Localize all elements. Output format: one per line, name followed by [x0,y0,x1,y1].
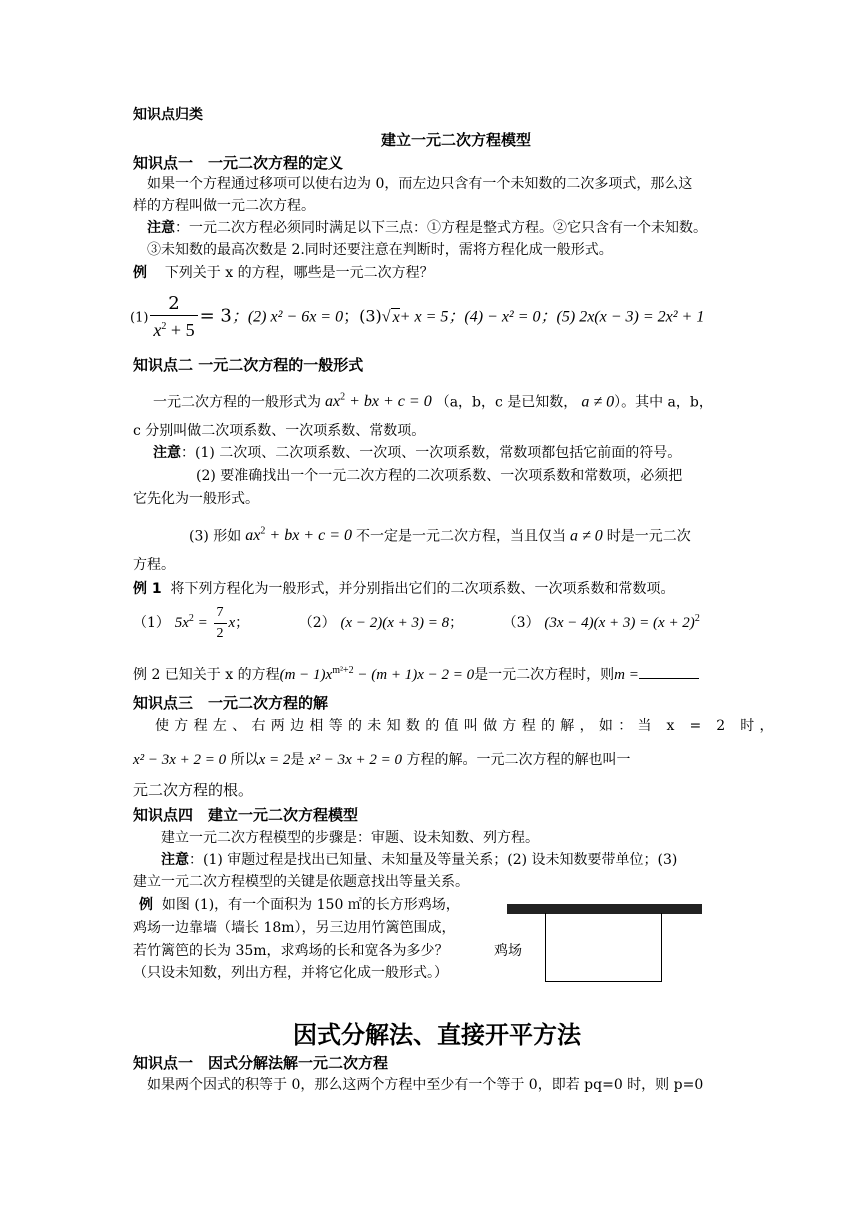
ex1-eq1: $5x^2$ = $\frac{7}{2}$ x [174,605,236,641]
note3-mid: 不一定是一元二次方程，当且仅当 [355,528,566,545]
example-text-line1: 如图 (1)，有一个面积为 150 ㎡的长方形鸡场， [161,897,460,913]
section2-paragraph: 如果两个因式的积等于 0，那么这两个方程中至少有一个等于 0，即若 pq=0 时，则 p=0 [147,1077,704,1093]
kp1-paragraph-line1: 如果一个方程通过移项可以使右边为 0，而左边只含有一个未知数的二次多项式，那么这 [147,176,693,192]
note-text: ：一元二次方程必须同时满足以下三点：①方程是整式方程。②它只含有一个未知数。 [175,220,707,236]
kp3-paragraph-line3: 元二次方程的根。 [133,781,254,799]
kp4-note-line1 [161,850,677,870]
kp2-paragraph-line2: c 分别叫做二次项系数、一次项系数、常数项。 [133,423,426,439]
kp1-note-line2: ③未知数的最高次数是 2.同时还要注意在判断时，需将方程化成一般形式。 [147,242,613,258]
kp2-note3-line1 [189,522,691,546]
kp4-example-line4: （只设未知数，列出方程，并将它化成一般形式。） [133,965,448,981]
eq2: ；(2) x² − 6x = 0 [231,308,344,326]
ex1-eq2: (x − 2)(x + 3) = 8 [340,614,450,631]
eq3-index: ；(3) [343,306,382,326]
general-form-equation: $ax^2$ + bx + c = 0 [321,392,436,411]
kp3-paragraph-line2 [133,750,631,770]
kp2-example1 [133,579,675,599]
ex1-eq2-index: （2） [298,614,336,631]
section2-kp1-title: 知识点一 因式分解法解一元二次方程 [133,1054,389,1072]
kp3-eq2: x = 2 [258,752,291,768]
kp2-title: 知识点二 一元二次方程的一般形式 [133,356,364,374]
kp2-general-form-cond: （a，b，c 是已知数， [435,394,578,411]
kp2-paragraph-line1 [153,388,713,412]
kp3-end: 方程的解。一元二次方程的解也叫一 [406,752,631,768]
coop-rectangle [545,913,662,982]
example-label: 例 [133,265,147,281]
note-text: ：(1) 二次项、二次项系数、一次项、一次项系数，常数项都包括它前面的符号。 [181,445,682,461]
kp2-note2-line2: 它先化为一般形式。 [133,491,259,507]
kp1-title: 知识点一 一元二次方程的定义 [133,154,344,172]
kp1-equations [130,293,704,341]
eq1-index: (1) [130,310,149,326]
section2-title: 因式分解法、直接开平方法 [293,1021,581,1049]
eq3-rest: + x = 5 [399,308,449,326]
kp1-note-line1 [147,218,707,238]
kp1-paragraph-line2: 样的方程叫做一元二次方程。 [133,198,315,214]
kp2-note2-line1: (2) 要准确找出一个一元二次方程的二次项系数、一次项系数和常数项，必须把 [196,468,683,484]
eq5: ；(5) 2x(x − 3) = 2x² + 1 [540,308,705,326]
example2-mid: 是一元二次方程时，则 [474,667,615,683]
example1-label: 例 1 [133,581,162,597]
note3-equation: $ax^2$ + bx + c = 0 [241,526,356,545]
note3-prefix: (3) 形如 [189,528,242,545]
note-label: 注意 [153,445,181,461]
eq3-sqrt: √ x [381,308,400,326]
ex1-eq3-index: （3） [502,614,540,631]
a-not-zero: a ≠ 0 [577,393,615,411]
section-title: 建立一元二次方程模型 [381,131,532,149]
kp3-mid1: 所以 [230,752,259,768]
note-label: 注意 [161,852,189,868]
ex1-eq3: $(3x - 4)(x + 3) = (x + 2)^2$ [544,612,700,631]
kp3-paragraph-line1: 使方程左、右两边相等的未知数的值叫做方程的解，如：当 x = 2 时， [155,718,779,734]
kp2-note3-line2: 方程。 [133,557,175,573]
eq1-fraction [150,293,197,341]
kp4-title: 知识点四 建立一元二次方程模型 [133,806,359,824]
kp2-general-form-end: ）。其中 a，b， [614,394,713,411]
kp3-mid2: 是 [290,752,305,768]
kp2-note1 [153,443,681,463]
kp2-example1-equations: （1） $5x^2$ = $\frac{7}{2}$ x； （2） (x − 2)(x + 3) = 8； （3） $(3x - 4)(x + 3) = (x + 2)^2$ [133,605,700,641]
example-text: 下列关于 x 的方程，哪些是一元二次方程？ [164,265,434,281]
eq1-numerator: 2 [150,293,197,316]
kp4-example-line3: 若竹篱笆的长为 35m，求鸡场的长和宽各为多少？ [133,943,449,959]
kp4-example-line2: 鸡场一边靠墙（墙长 18m），另三边用竹篱笆围成， [133,920,456,936]
kp1-example [133,263,434,283]
figure-label: 鸡场 [494,943,522,959]
answer-blank [639,664,699,679]
eq1-rhs: = 3 [199,305,232,327]
note3-condition: a ≠ 0 [565,527,607,545]
kp2-example2 [133,661,699,685]
header-label: 知识点归类 [133,107,203,123]
kp4-paragraph: 建立一元二次方程模型的步骤是：审题、设未知数、列方程。 [161,830,539,846]
eq4: ；(4) − x² = 0 [448,308,541,326]
kp3-eq1: x² − 3x + 2 = 0 [133,752,227,768]
kp3-eq3: x² − 3x + 2 = 0 [308,752,403,768]
note-text: ：(1) 审题过程是找出已知量、未知量及等量关系；(2) 设未知数要带单位；(3) [189,852,678,868]
note-label: 注意 [147,220,175,236]
ex1-eq1-index: （1） [133,614,170,631]
example-label: 例 [139,897,153,913]
kp4-note-line2: 建立一元二次方程模型的关键是依题意找出等量关系。 [133,874,469,890]
kp2-general-form-prefix: 一元二次方程的一般形式为 [153,394,321,411]
eq1-denominator: $x^2 + 5$ [153,320,195,340]
example1-text: 将下列方程化为一般形式，并分别指出它们的二次项系数、一次项系数和常数项。 [170,581,675,597]
kp4-example-line1 [139,895,460,915]
example2-prefix: 例 2 已知关于 x 的方程 [133,667,280,683]
example2-equation: $(m - 1)x^{m^2+2} - (m + 1)x - 2 = 0$ [279,665,475,683]
note3-end: 时是一元二次 [606,528,691,545]
example2-m-equals: m = [614,667,639,683]
kp3-title: 知识点三 一元二次方程的解 [133,694,329,712]
